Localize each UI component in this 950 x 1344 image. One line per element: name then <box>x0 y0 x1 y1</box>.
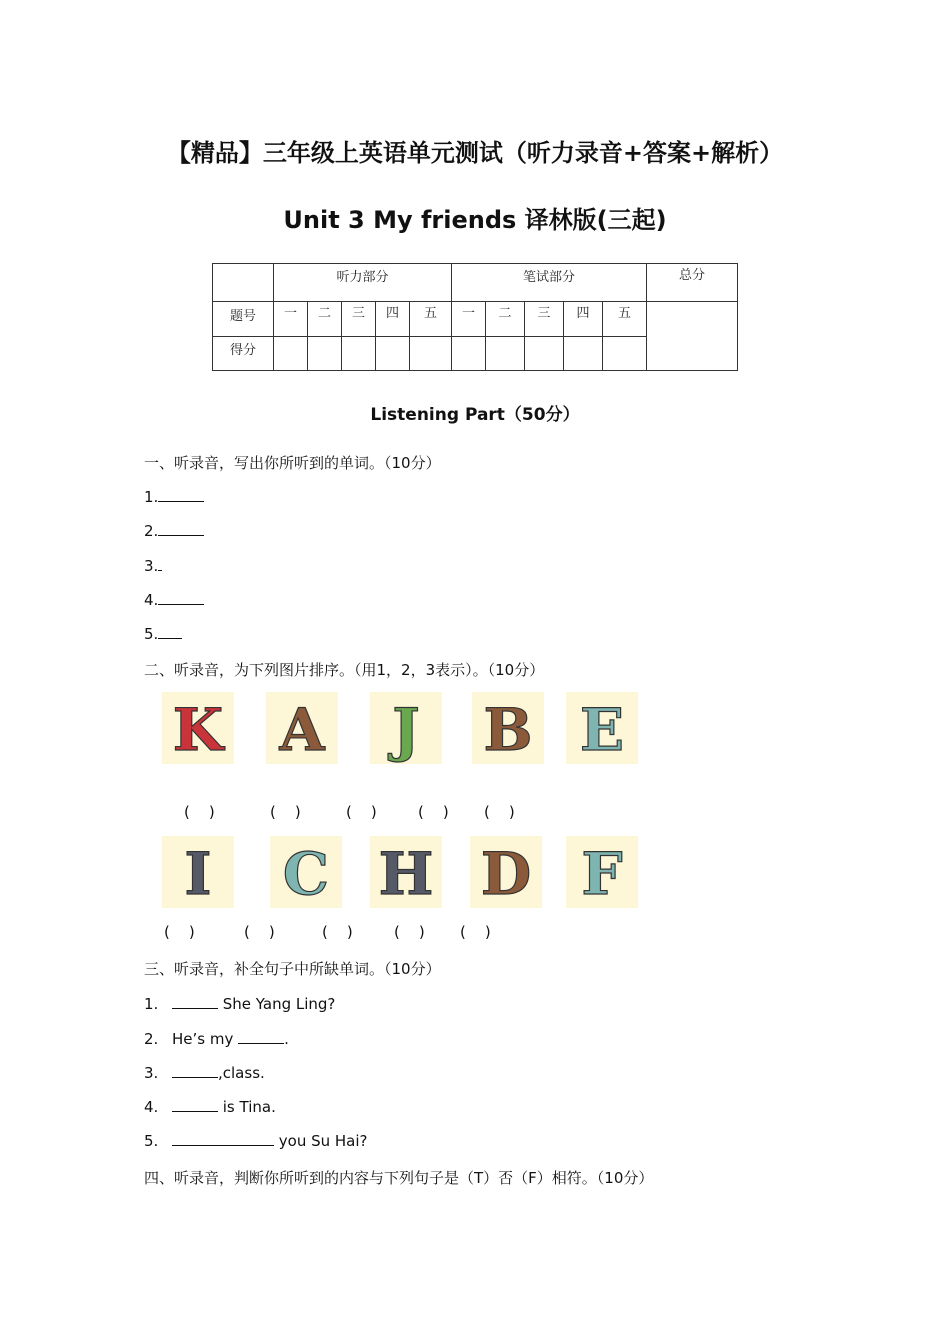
letter-picture-svg <box>566 836 638 908</box>
letter-picture-c <box>270 836 342 908</box>
order-answer-paren[interactable]: ( ) <box>322 923 353 941</box>
order-answer-paren[interactable]: ( ) <box>346 803 377 821</box>
written-col-3: 三 <box>525 302 564 337</box>
score-table-corner <box>213 264 274 302</box>
letter-picture-svg <box>270 836 342 908</box>
answer-blank[interactable] <box>238 1029 284 1044</box>
section1-heading: 一、听录音，写出你所听到的单词。（10分） <box>144 454 441 472</box>
letter-glyph: B <box>483 696 533 764</box>
score-cell[interactable] <box>452 337 486 371</box>
section3-item: 2. He’s my . <box>144 1030 289 1048</box>
score-cell[interactable] <box>342 337 376 371</box>
answer-blank[interactable] <box>158 556 162 571</box>
row-score-label: 得分 <box>213 337 274 371</box>
score-cell[interactable] <box>274 337 308 371</box>
listening-col-1: 一 <box>274 302 308 337</box>
score-cell[interactable] <box>410 337 452 371</box>
answer-blank[interactable] <box>172 1063 218 1078</box>
listening-header: 听力部分 <box>274 264 452 302</box>
letter-picture-d <box>470 836 542 908</box>
letter-glyph: D <box>480 840 532 908</box>
score-table <box>212 263 738 371</box>
score-cell[interactable] <box>525 337 564 371</box>
answer-blank[interactable] <box>158 487 204 502</box>
document-subtitle: Unit 3 My friends 译林版(三起) <box>283 206 667 234</box>
answer-blank[interactable] <box>172 1097 218 1112</box>
listening-col-3: 三 <box>342 302 376 337</box>
order-answer-paren[interactable]: ( ) <box>244 923 275 941</box>
letter-picture-svg <box>370 692 442 764</box>
letter-picture-b <box>472 692 544 764</box>
written-col-4: 四 <box>564 302 603 337</box>
listening-col-4: 四 <box>376 302 410 337</box>
letter-picture-f <box>566 836 638 908</box>
document-title: 【精品】三年级上英语单元测试（听力录音+答案+解析） <box>166 139 784 167</box>
written-col-2: 二 <box>486 302 525 337</box>
section3-item: 1. She Yang Ling? <box>144 995 336 1013</box>
letter-picture-svg <box>472 692 544 764</box>
letter-glyph: I <box>184 840 212 908</box>
score-cell[interactable] <box>603 337 647 371</box>
order-answer-paren[interactable]: ( ) <box>270 803 301 821</box>
order-answer-paren[interactable]: ( ) <box>460 923 491 941</box>
letter-picture-svg <box>162 836 234 908</box>
letter-picture-a <box>266 692 338 764</box>
answer-blank[interactable] <box>158 624 182 639</box>
answer-blank[interactable] <box>172 1131 274 1146</box>
letter-picture-svg <box>470 836 542 908</box>
letter-glyph: F <box>581 840 623 908</box>
order-answer-paren[interactable]: ( ) <box>484 803 515 821</box>
section3-item: 3. ,class. <box>144 1064 265 1082</box>
order-answer-paren[interactable]: ( ) <box>164 923 195 941</box>
answer-blank[interactable] <box>172 994 218 1009</box>
answer-blank[interactable] <box>158 521 204 536</box>
letter-picture-svg <box>266 692 338 764</box>
order-answer-paren[interactable]: ( ) <box>418 803 449 821</box>
letter-glyph: C <box>282 840 330 908</box>
row-number-label: 题号 <box>213 302 274 337</box>
section3-item: 4. is Tina. <box>144 1098 276 1116</box>
total-score-cell[interactable] <box>647 302 738 371</box>
total-header: 总分 <box>647 264 738 302</box>
section3-item: 5. you Su Hai? <box>144 1132 368 1150</box>
score-cell[interactable] <box>308 337 342 371</box>
letter-glyph: K <box>172 696 224 764</box>
letter-glyph: A <box>279 696 325 764</box>
section4-heading: 四、听录音，判断你所听到的内容与下列句子是（T）否（F）相符。（10分） <box>144 1169 654 1187</box>
letter-glyph: J <box>392 696 420 764</box>
written-header: 笔试部分 <box>452 264 647 302</box>
order-answer-paren[interactable]: ( ) <box>394 923 425 941</box>
letter-glyph: E <box>579 696 625 764</box>
written-col-5: 五 <box>603 302 647 337</box>
letter-picture-svg <box>162 692 234 764</box>
section1-item: 5. <box>144 624 182 643</box>
section1-item: 3. <box>144 556 162 575</box>
letter-picture-e <box>566 692 638 764</box>
order-answer-paren[interactable]: ( ) <box>184 803 215 821</box>
letter-picture-i <box>162 836 234 908</box>
section1-item: 4. <box>144 590 204 609</box>
section1-item: 1. <box>144 487 204 506</box>
letter-picture-h <box>370 836 442 908</box>
section3-heading: 三、听录音，补全句子中所缺单词。（10分） <box>144 960 441 978</box>
listening-col-5: 五 <box>410 302 452 337</box>
letter-picture-k <box>162 692 234 764</box>
letter-picture-svg <box>370 836 442 908</box>
written-col-1: 一 <box>452 302 486 337</box>
letter-glyph: H <box>378 840 434 908</box>
section2-heading: 二、听录音，为下列图片排序。（用1，2，3表示）。（10分） <box>144 661 545 679</box>
listening-col-2: 二 <box>308 302 342 337</box>
letter-picture-svg <box>566 692 638 764</box>
listening-part-heading: Listening Part（50分） <box>370 405 580 425</box>
score-cell[interactable] <box>564 337 603 371</box>
section1-item: 2. <box>144 521 204 540</box>
answer-blank[interactable] <box>158 590 204 605</box>
letter-picture-j <box>370 692 442 764</box>
score-cell[interactable] <box>376 337 410 371</box>
score-cell[interactable] <box>486 337 525 371</box>
